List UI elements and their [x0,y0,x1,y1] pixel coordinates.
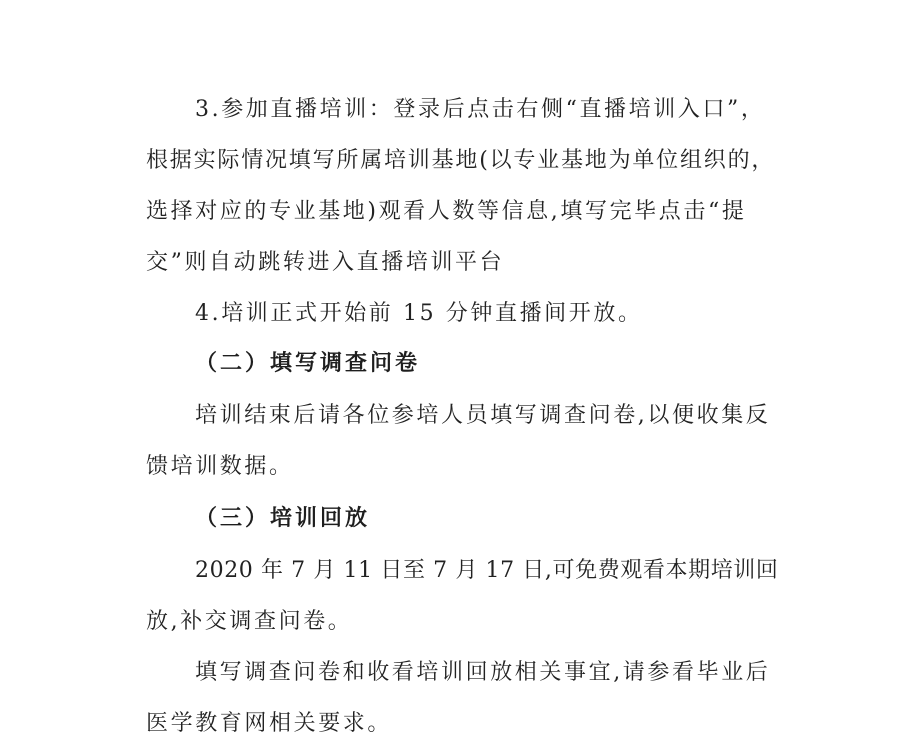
section-2-heading: （二）填写调查问卷 [195,351,421,376]
para-3-line-1: 3.参加直播培训：登录后点击右侧“直播培训入口”， [195,97,766,122]
closing-line-1: 填写调查问卷和收看培训回放相关事宜,请参看毕业后 [195,660,771,685]
para-4: 4.培训正式开始前 15 分钟直播间开放。 [195,301,643,326]
section-3-heading: （三）培训回放 [195,506,371,531]
section-2-line-1: 培训结束后请各位参培人员填写调查问卷,以便收集反 [195,403,771,428]
closing-line-2: 医学教育网相关要求。 [146,711,393,736]
section-2-line-2: 馈培训数据。 [146,454,294,479]
para-3-line-2: 根据实际情况填写所属培训基地(以专业基地为单位组织的， [146,148,776,173]
para-3-line-3: 选择对应的专业基地)观看人数等信息,填写完毕点击“提 [146,199,747,224]
section-3-line-1: 2020 年 7 月 11 日至 7 月 17 日,可免费观看本期培训回 [195,558,779,583]
para-3-line-4: 交”则自动跳转进入直播培训平台 [146,250,505,275]
section-3-line-2: 放,补交调查问卷。 [146,609,353,634]
